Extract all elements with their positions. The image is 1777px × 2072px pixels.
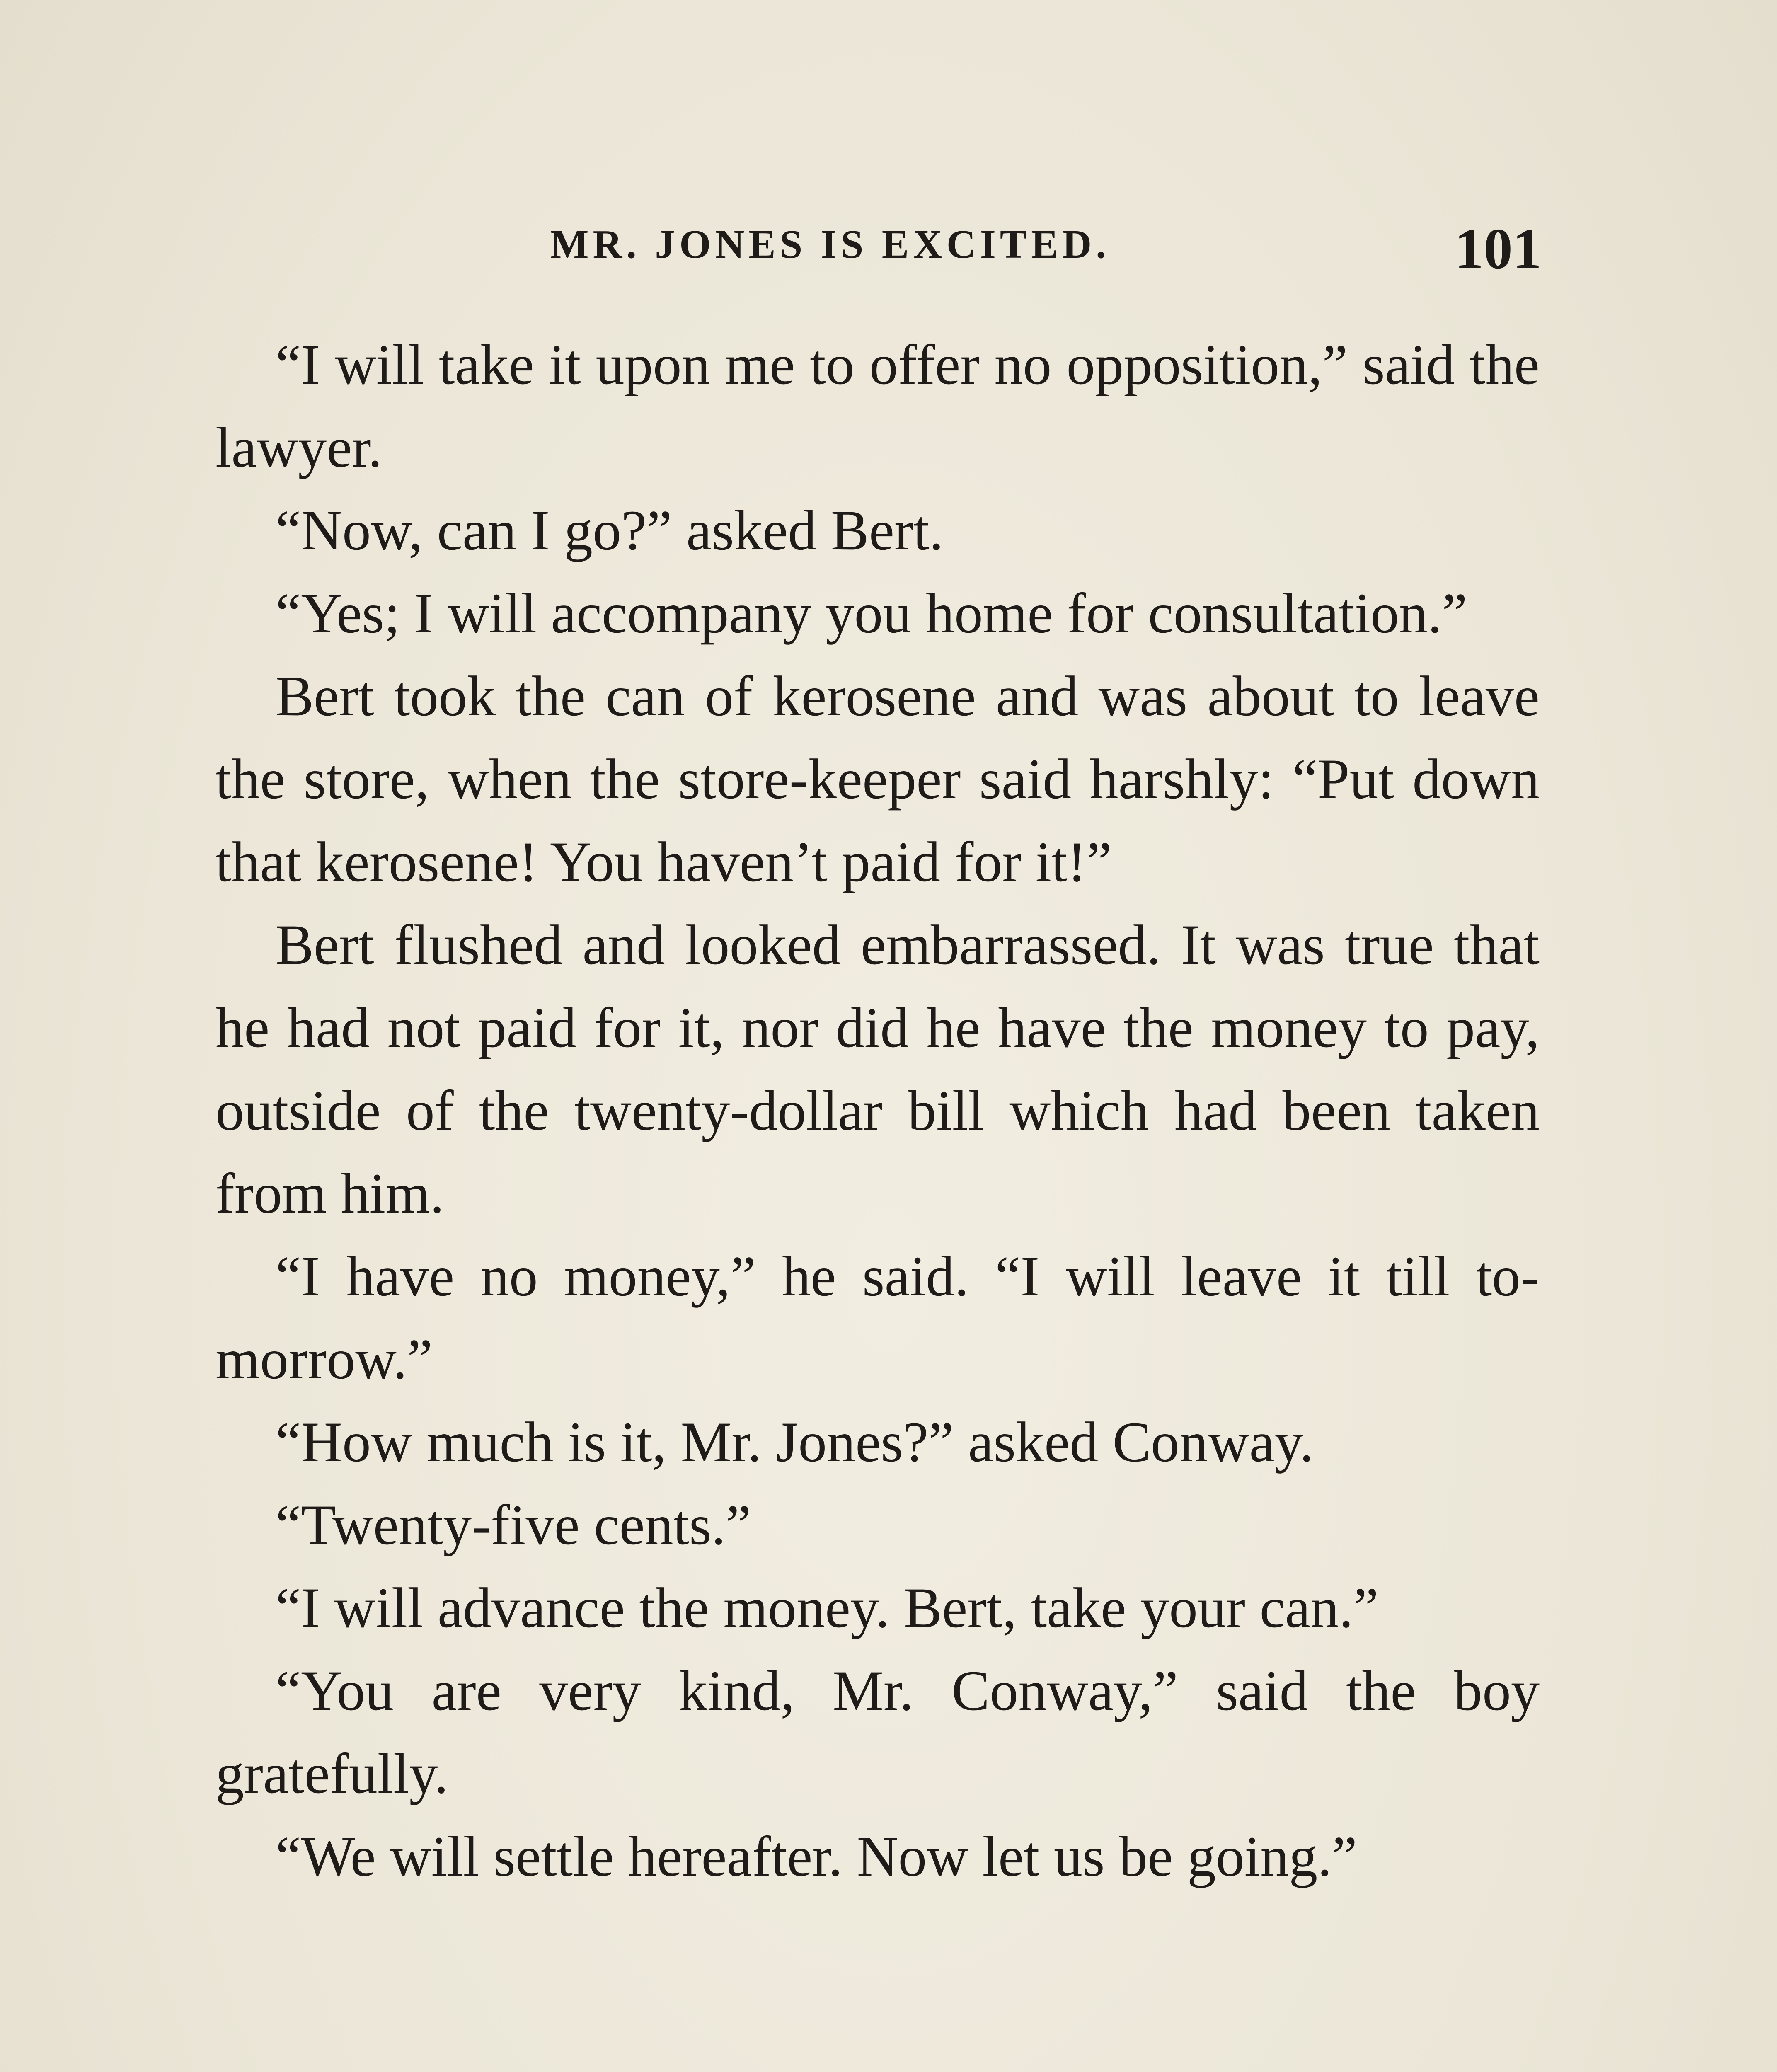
paragraph: Bert flushed and looked embarrassed. It was true that he had not paid for it, nor did he have the money to pay, outside of the twenty-dollar bill which had been taken from him.: [215, 913, 1540, 1225]
body-text: [215, 323, 1540, 1898]
paragraph: “Now, can I go?” asked Bert.: [276, 499, 944, 562]
running-head: MR. JONES IS EXCITED.: [550, 222, 1110, 267]
paragraph: “I have no money,” he said. “I will leave it till to-morrow.”: [215, 1244, 1540, 1391]
paragraph: “You are very kind, Mr. Conway,” said the boy gratefully.: [215, 1659, 1540, 1805]
page-number: 101: [1455, 217, 1542, 281]
paragraph: “I will advance the money. Bert, take your can.”: [276, 1576, 1379, 1639]
page-header: [215, 215, 1542, 282]
paragraph: “Twenty-five cents.”: [276, 1493, 751, 1556]
paragraph: “Yes; I will accompany you home for consultation.”: [276, 581, 1467, 645]
paragraph: Bert took the can of kerosene and was about to leave the store, when the store-keeper said harshly: “Put down that kerosene! You haven’t paid for it!”: [215, 664, 1540, 893]
paragraph: “I will take it upon me to offer no opposition,” said the lawyer.: [215, 333, 1540, 479]
paragraph: “How much is it, Mr. Jones?” asked Conway.: [276, 1410, 1314, 1474]
paragraph: “We will settle hereafter. Now let us be going.”: [276, 1825, 1358, 1888]
